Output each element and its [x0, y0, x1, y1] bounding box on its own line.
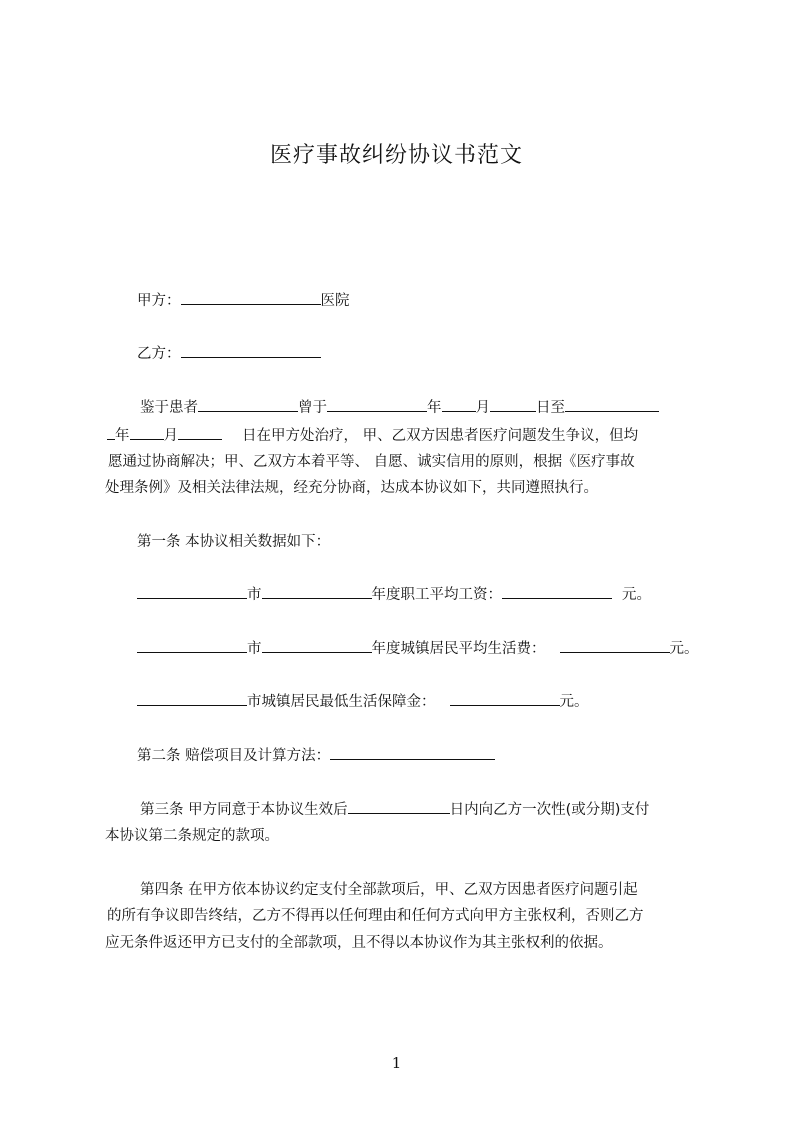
row-text: 元。 — [559, 694, 589, 710]
party-b-line — [137, 343, 321, 365]
preamble-text: 曾于 — [298, 400, 327, 416]
start-year-blank — [327, 397, 427, 412]
preamble-line-3: 愿通过协商解决；甲、乙双方本着平等、 自愿、诚实信用的原则，根据《医疗事故 — [108, 454, 635, 470]
city-blank — [137, 584, 247, 599]
article-2-line — [137, 745, 495, 767]
row-text: 市城镇居民最低生活保障金： — [247, 694, 436, 710]
start-month-blank — [442, 397, 476, 412]
article-1-heading: 第一条 本协议相关数据如下： — [137, 534, 331, 550]
end-day-blank — [178, 425, 222, 440]
article-3-text: 第三条 甲方同意于本协议生效后 — [140, 802, 348, 818]
city-blank — [137, 638, 247, 653]
article-3-line-2: 本协议第二条规定的款项。 — [105, 828, 279, 844]
compensation-blank — [330, 745, 495, 760]
start-day-blank — [490, 397, 536, 412]
amount-blank — [560, 638, 670, 653]
article-3-line-1 — [140, 799, 649, 821]
row-text: 市 — [247, 641, 262, 657]
year-blank — [262, 638, 372, 653]
row-text: 元。 — [669, 641, 699, 657]
article-3-text: 日内向乙方一次性(或分期)支付 — [449, 802, 650, 818]
preamble-text: 年 — [115, 428, 130, 444]
article-1-row-2 — [137, 638, 699, 660]
article-4-line-2: 的所有争议即告终结，乙方不得再以任何理由和任何方式向甲方主张权利，否则乙方 — [107, 908, 644, 924]
article-1-row-3 — [137, 691, 589, 713]
article-4-line-1: 第四条 在甲方依本协议约定支付全部款项后，甲、乙双方因患者医疗问题引起 — [140, 882, 638, 898]
party-b-blank — [181, 343, 321, 358]
party-b-label: 乙方： — [137, 346, 181, 362]
days-blank — [348, 799, 450, 814]
preamble-text: 日在甲方处治疗， 甲、乙双方因患者医疗问题发生争议，但均 — [242, 428, 639, 444]
party-a-label: 甲方： — [137, 293, 181, 309]
preamble-text: 月 — [163, 428, 178, 444]
party-a-blank — [181, 290, 321, 305]
preamble-text: 日至 — [536, 400, 565, 416]
row-text: 市 — [247, 587, 262, 603]
amount-blank — [502, 584, 612, 599]
article-4-line-3: 应无条件返还甲方已支付的全部款项，且不得以本协议作为其主张权利的依据。 — [105, 935, 613, 951]
year-blank — [262, 584, 372, 599]
amount-blank — [450, 691, 560, 706]
end-year-blank — [565, 397, 659, 412]
party-a-line — [137, 290, 350, 312]
row-text: 元。 — [622, 587, 651, 603]
end-month-blank — [130, 425, 164, 440]
end-year-blank-tail — [107, 425, 115, 440]
city-blank — [137, 691, 247, 706]
preamble-text: 年 — [427, 400, 442, 416]
preamble-line-4: 处理条例》及相关法律法规，经充分协商，达成本协议如下，共同遵照执行。 — [105, 480, 598, 496]
preamble-line-1 — [140, 397, 659, 419]
preamble-text: 鉴于患者 — [140, 400, 198, 416]
patient-name-blank — [198, 397, 298, 412]
document-title: 医疗事故纠纷协议书范文 — [269, 143, 523, 168]
preamble-line-2 — [107, 425, 638, 447]
preamble-text: 月 — [475, 400, 490, 416]
row-text: 年度职工平均工资： — [371, 587, 502, 603]
row-text: 年度城镇居民平均生活费： — [371, 641, 546, 657]
article-2-heading: 第二条 赔偿项目及计算方法： — [137, 748, 331, 764]
page-number: 1 — [391, 1054, 402, 1072]
party-a-suffix: 医院 — [320, 293, 350, 309]
article-1-row-1 — [137, 584, 651, 606]
